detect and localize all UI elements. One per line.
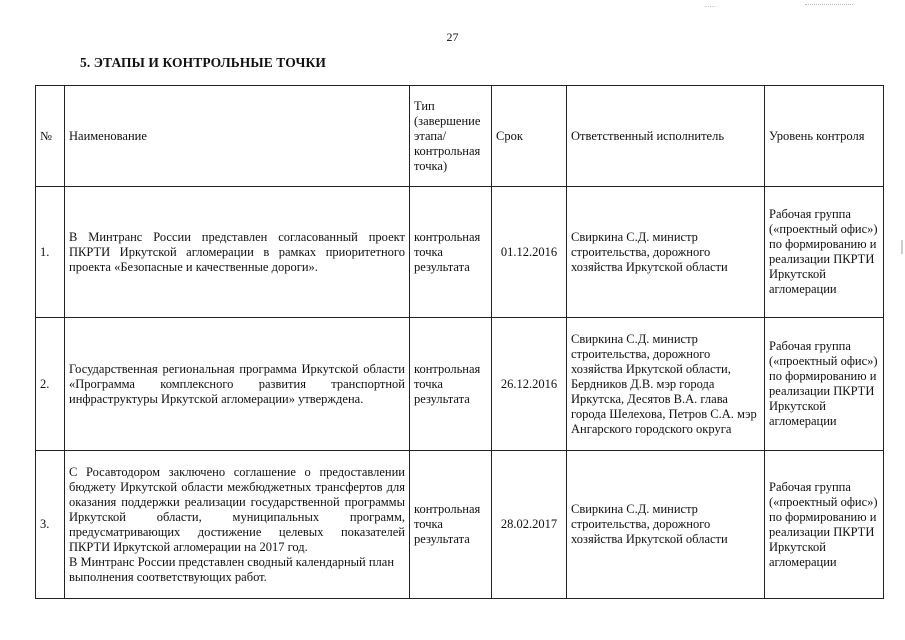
row-level: Рабочая группа («проектный офис») по формированию и реализации ПКРТИ Иркутской агломерации xyxy=(765,187,884,318)
row-type: контрольная точка результата xyxy=(410,451,492,599)
table-row xyxy=(36,187,884,318)
row-name: В Минтранс России представлен согласованный проект ПКРТИ Иркутской агломерации в рамках приоритетного проекта «Безопасные и качественные дороги». xyxy=(65,187,410,318)
row-executor: Свиркина С.Д. министр строительства, дорожного хозяйства Иркутской области xyxy=(567,451,765,599)
stages-table xyxy=(35,85,884,599)
section-title: 5. ЭТАПЫ И КОНТРОЛЬНЫЕ ТОЧКИ xyxy=(80,55,326,70)
scan-artifact xyxy=(805,4,853,6)
row-type: контрольная точка результата xyxy=(410,318,492,451)
row-num: 3. xyxy=(36,451,65,599)
row-num: 2. xyxy=(36,318,65,451)
row-date: 26.12.2016 xyxy=(492,318,567,451)
header-num: № xyxy=(36,86,65,187)
table-header-row xyxy=(36,86,884,187)
table-row xyxy=(36,451,884,599)
row-num: 1. xyxy=(36,187,65,318)
header-level: Уровень контроля xyxy=(765,86,884,187)
scan-artifact xyxy=(705,6,715,8)
row-executor: Свиркина С.Д. министр строительства, дорожного хозяйства Иркутской области xyxy=(567,187,765,318)
table-row xyxy=(36,318,884,451)
row-date: 01.12.2016 xyxy=(492,187,567,318)
row-level: Рабочая группа («проектный офис») по формированию и реализации ПКРТИ Иркутской агломерации xyxy=(765,318,884,451)
header-name: Наименование xyxy=(65,86,410,187)
header-executor: Ответственный исполнитель xyxy=(567,86,765,187)
row-executor: Свиркина С.Д. министр строительства, дорожного хозяйства Иркутской области, Бердников Д.В. мэр города Иркутска, Десятов В.А. глава города Шелехова, Петров С.А. мэр Ангарского городского округа xyxy=(567,318,765,451)
header-type: Тип (завершение этапа/контрольная точка) xyxy=(410,86,492,187)
header-date: Срок xyxy=(492,86,567,187)
page-number: 27 xyxy=(446,30,459,44)
row-level: Рабочая группа («проектный офис») по формированию и реализации ПКРТИ Иркутской агломерации xyxy=(765,451,884,599)
row-name-paragraph: В Минтранс России представлен сводный календарный план выполнения соответствующих работ. xyxy=(69,554,395,584)
scan-artifact xyxy=(901,240,903,254)
row-date: 28.02.2017 xyxy=(492,451,567,599)
row-name: Государственная региональная программа Иркутской области «Программа комплексного развития транспортной инфраструктуры Иркутской агломерации» утверждена. xyxy=(65,318,410,451)
row-name xyxy=(65,451,410,599)
row-name-paragraph: С Росавтодором заключено соглашение о предоставлении бюджету Иркутской области межбюджетных трансфертов для оказания поддержки реализации государственной программы Иркутской области, муниципальных программ, предусматривающих достижение целевых показателей ПКРТИ Иркутской агломерации на 2017 год. xyxy=(69,464,405,554)
row-type: контрольная точка результата xyxy=(410,187,492,318)
